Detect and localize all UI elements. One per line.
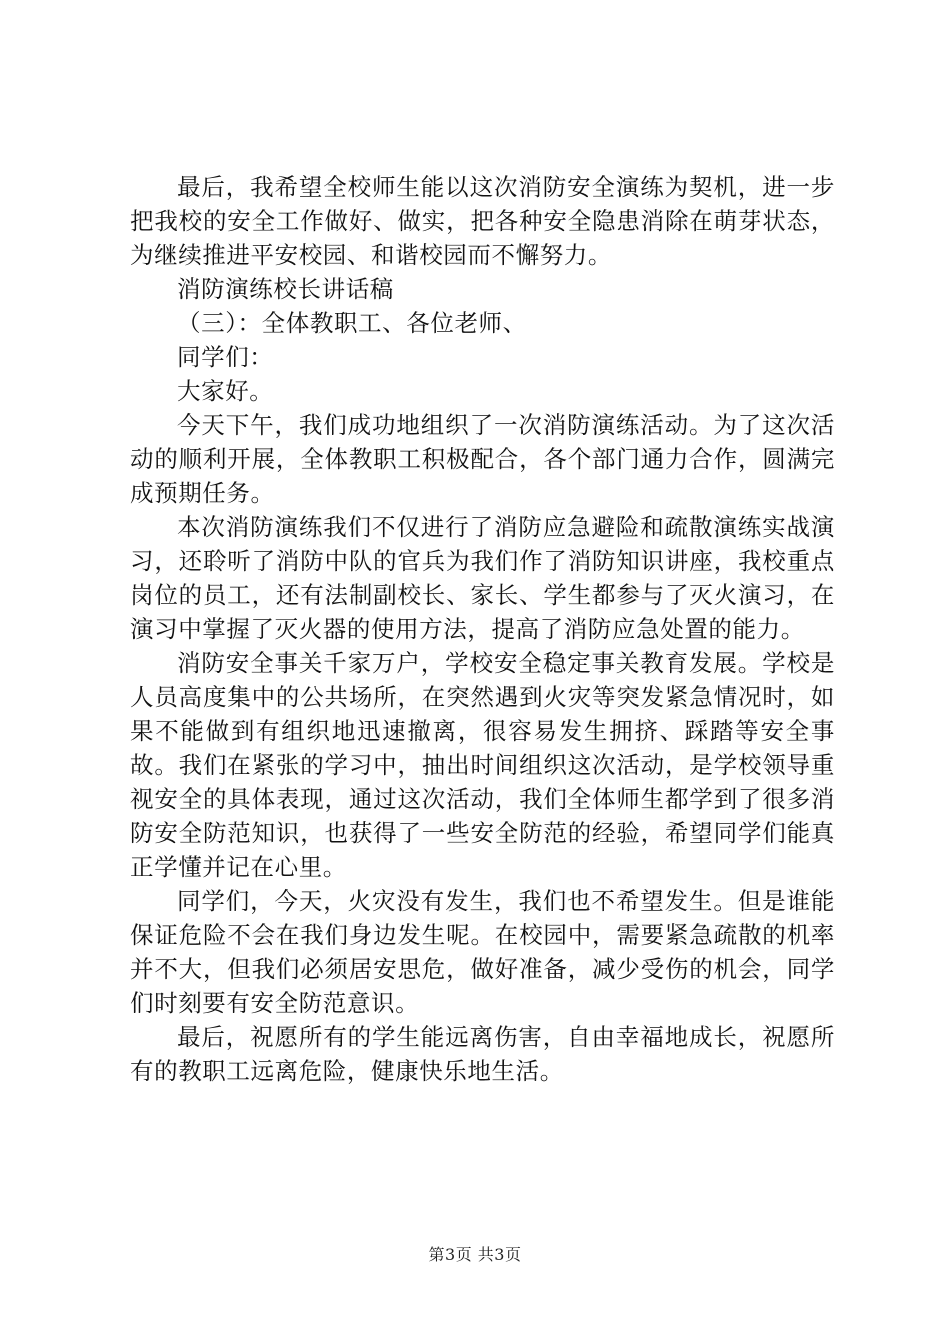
paragraph-drill-summary: 今天下午，我们成功地组织了一次消防演练活动。为了这次活动的顺利开展，全体教职工积极配合，各个部门通力合作，圆满完成预期任务。 (130, 411, 835, 507)
section-title: 消防演练校长讲话稿 (177, 275, 394, 303)
paragraph-closing-hope: 最后，我希望全校师生能以这次消防安全演练为契机，进一步把我校的安全工作做好、做实，把各种安全隐患消除在萌芽状态，为继续推进平安校园、和谐校园而不懈努力。 (130, 173, 835, 269)
paragraph-student-advice: 同学们，今天，火灾没有发生，我们也不希望发生。但是谁能保证危险不会在我们身边发生呢。在校园中，需要紧急疏散的机率并不大，但我们必须居安思危，做好准备，减少受伤的机会，同学们时刻要有安全防范意识。 (130, 887, 835, 1017)
greeting-staff: （三）：全体教职工、各位老师、 (177, 309, 527, 337)
greeting-students: 同学们： (177, 343, 274, 371)
document-body (130, 170, 835, 1088)
paragraph-final-wishes: 最后，祝愿所有的学生能远离伤害，自由幸福地成长，祝愿所有的教职工远离危险，健康快乐地生活。 (130, 1023, 835, 1085)
paragraph-safety-importance: 消防安全事关千家万户，学校安全稳定事关教育发展。学校是人员高度集中的公共场所，在突然遇到火灾等突发紧急情况时，如果不能做到有组织地迅速撤离，很容易发生拥挤、踩踏等安全事故。我们在紧张的学习中，抽出时间组织这次活动，是学校领导重视安全的具体表现，通过这次活动，我们全体师生都学到了很多消防安全防范知识，也获得了一些安全防范的经验，希望同学们能真正学懂并记在心里。 (130, 649, 835, 881)
paragraph-drill-content: 本次消防演练我们不仅进行了消防应急避险和疏散演练实战演习，还聆听了消防中队的官兵为我们作了消防知识讲座，我校重点岗位的员工，还有法制副校长、家长、学生都参与了灭火演习，在演习中掌握了灭火器的使用方法，提高了消防应急处置的能力。 (130, 513, 835, 643)
page-number-footer: 第3页 共3页 (428, 1245, 522, 1264)
greeting-hello: 大家好。 (177, 377, 274, 405)
